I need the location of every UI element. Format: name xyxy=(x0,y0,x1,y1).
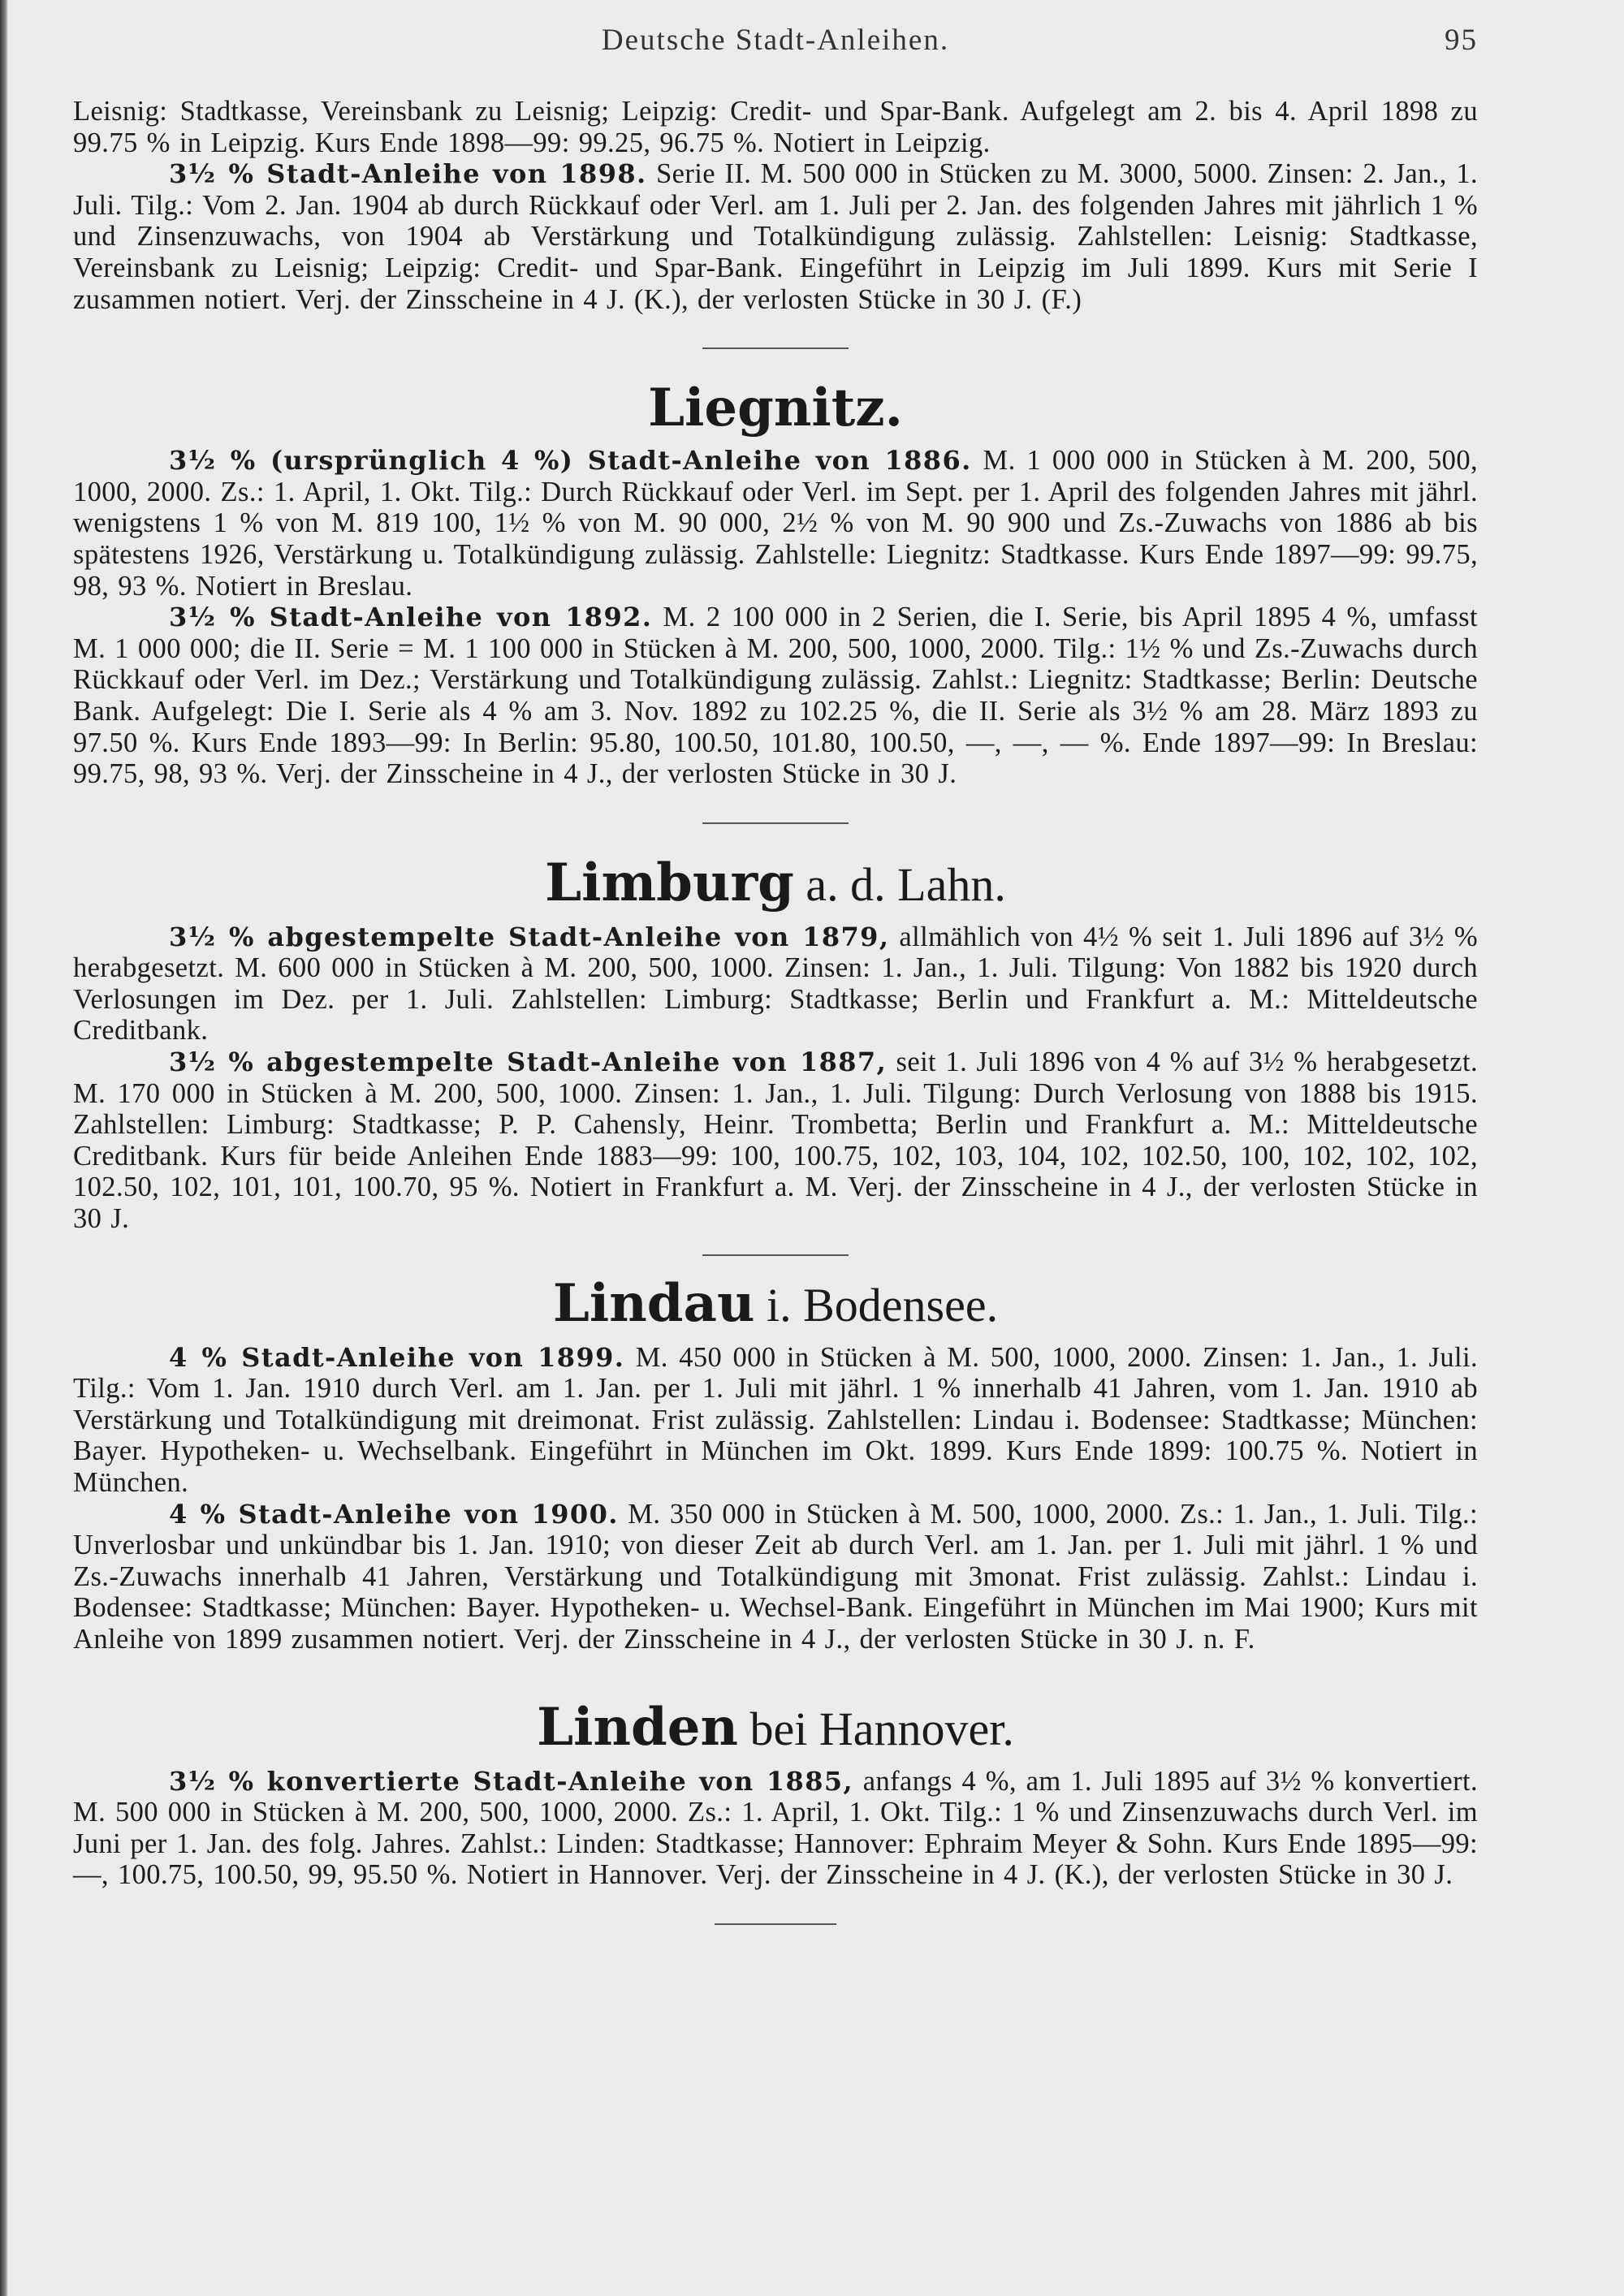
city-heading-linden xyxy=(73,1691,1478,1766)
city-suffix: i. Bodensee. xyxy=(754,1278,999,1331)
city-suffix: a. d. Lahn. xyxy=(793,857,1006,911)
entry-heading: 3½ % Stadt-Anleihe von 1898. xyxy=(169,158,647,190)
limburg-entry-1879 xyxy=(73,921,1478,1047)
entry-heading: 4 % Stadt-Anleihe von 1899. xyxy=(169,1341,625,1373)
section-divider xyxy=(702,822,849,824)
city-name: Limburg xyxy=(545,852,794,913)
section-linden xyxy=(73,1691,1478,1891)
entry-heading: 3½ % Stadt-Anleihe von 1892. xyxy=(169,602,653,633)
entry-text: M. 450 000 in Stücken à M. 500, 1000, 2000. Zinsen: 1. Jan., 1. Juli. Tilg.: Vom 1. Jan. 1910 durch Verl. am 1. Jan. per 1. Juli mit jährl. 1 % innerhalb 41 Jahren, vom 1. Jan. 1910 ab Verstärkung und Totalkündigung mit dreimonat. Frist zulässig. Zahlstellen: Lindau i. Bodensee: Stadtkasse; München: Bayer. Hypotheken- u. Wechselbank. Eingeführt in München im Okt. 1899. Kurs Ende 1899: 100.75 %. Notiert in München. xyxy=(73,1341,1478,1498)
entry-heading: 3½ % abgestempelte Stadt-Anleihe von 1879, xyxy=(169,921,890,952)
leisnig-continuation-text: Leisnig: Stadtkasse, Vereinsbank zu Leisnig; Leipzig: Credit- und Spar-Bank. Aufgelegt am 2. bis 4. April 1898 zu 99.75 % in Leipzig. Kurs Ende 1898—99: 99.25, 96.75 %. Notiert in Leipzig. xyxy=(73,96,1478,158)
city-name: Lindau xyxy=(552,1272,755,1334)
entry-text: M. 1 000 000 in Stücken à M. 200, 500, 1000, 2000. Zs.: 1. April, 1. Okt. Tilg.: Durch Rückkauf oder Verl. im Sept. per 1. April des folgenden Jahres mit jährl. wenigstens 1 % von M. 819 100, 1½ % von M. 90 000, 2½ % von M. 90 900 und Zs.-Zuwachs von 1886 ab bis spätestens 1926, Verstärkung u. Totalkündigung zulässig. Zahlstelle: Liegnitz: Stadtkasse. Kurs Ende 1897—99: 99.75, 98, 93 %. Notiert in Breslau. xyxy=(73,445,1478,602)
entry-heading: 3½ % abgestempelte Stadt-Anleihe von 1887, xyxy=(169,1047,888,1078)
spacer xyxy=(73,1655,1478,1691)
city-name: Linden xyxy=(537,1696,738,1758)
city-suffix: bei Hannover. xyxy=(738,1702,1014,1755)
entry-text: M. 2 100 000 in 2 Serien, die I. Serie, bis April 1895 4 %, umfasst M. 1 000 000; die II. Serie = M. 1 100 000 in Stücken à M. 200, 500, 1000, 2000. Tilg.: 1½ % und Zs.-Zuwachs durch Rückkauf oder Verl. im Dez.; Verstärkung und Totalkündigung zulässig. Zahlst.: Liegnitz: Stadtkasse; Berlin: Deutsche Bank. Aufgelegt: Die I. Serie als 4 % am 3. Nov. 1892 zu 102.25 %, die II. Serie als 3½ % am 28. März 1893 zu 97.50 %. Kurs Ende 1893—99: In Berlin: 95.80, 100.50, 101.80, 100.50, —, —, — %. Ende 1897—99: In Breslau: 99.75, 98, 93 %. Verj. der Zinsscheine in 4 J., der verlosten Stücke in 30 J. xyxy=(73,602,1478,790)
entry-text: Serie II. M. 500 000 in Stücken zu M. 3000, 5000. Zinsen: 2. Jan., 1. Juli. Tilg.: Vom 2. Jan. 1904 ab durch Rückkauf oder Verl. am 1. Juli per 2. Jan. des folgenden Jahres mit jährlich 1 % und Zinsenzuwachs, von 1904 ab Verstärkung und Totalkündigung zulässig. Zahlstellen: Leisnig: Stadtkasse, Vereinsbank zu Leisnig; Leipzig: Credit- und Spar-Bank. Eingeführt in Leipzig im Juli 1899. Kurs mit Serie I zusammen notiert. Verj. der Zinsscheine in 4 J. (K.), der verlosten Stücke in 30 J. (F.) xyxy=(73,158,1479,315)
book-page xyxy=(73,23,1478,1925)
page-number: 95 xyxy=(1445,24,1478,57)
section-limburg xyxy=(73,847,1478,1235)
section-divider xyxy=(702,347,849,349)
entry-text: allmählich von 4½ % seit 1. Juli 1896 auf 3½ % herabgesetzt. M. 600 000 in Stücken à M. 200, 500, 1000. Zinsen: 1. Jan., 1. Juli. Tilgung: Von 1882 bis 1920 durch Verlosungen im Dez. per 1. Juli. Zahlstellen: Limburg: Stadtkasse; Berlin und Frankfurt a. M.: Mitteldeutsche Creditbank. xyxy=(73,921,1478,1047)
city-heading-lindau xyxy=(73,1267,1478,1342)
liegnitz-entry-1892 xyxy=(73,602,1478,790)
entry-heading: 4 % Stadt-Anleihe von 1900. xyxy=(169,1498,619,1530)
limburg-entry-1887 xyxy=(73,1047,1478,1235)
entry-text: M. 350 000 in Stücken à M. 500, 1000, 2000. Zs.: 1. Jan., 1. Juli. Tilg.: Unverlosbar und unkündbar bis 1. Jan. 1910; von dieser Zeit ab durch Verl. am 1. Jan. per 1. Juli mit jährl. 1 % und Zs.-Zuwachs innerhalb 41 Jahren, Verstärkung und Totalkündigung mit 3monat. Frist zulässig. Zahlst.: Lindau i. Bodensee: Stadtkasse; München: Bayer. Hypotheken- u. Wechsel-Bank. Eingeführt in München im Mai 1900; Kurs mit Anleihe von 1899 zusammen notiert. Verj. der Zinsscheine in 4 J., der verlosten Stücke in 30 J. n. F. xyxy=(73,1498,1478,1655)
lindau-entry-1899 xyxy=(73,1342,1478,1499)
city-heading-liegnitz: Liegnitz. xyxy=(648,378,903,439)
section-lindau xyxy=(73,1267,1478,1655)
page-binding-edge xyxy=(0,0,8,2296)
section-liegnitz xyxy=(73,372,1478,790)
leisnig-continuation xyxy=(73,96,1478,315)
leisnig-entry-1898 xyxy=(73,158,1478,315)
entry-heading: 3½ % konvertierte Stadt-Anleihe von 1885, xyxy=(169,1765,854,1797)
entry-heading: 3½ % (ursprünglich 4 %) Stadt-Anleihe von 1886. xyxy=(169,445,972,477)
entry-text: seit 1. Juli 1896 von 4 % auf 3½ % herabgesetzt. M. 170 000 in Stücken à M. 200, 500, 1000. Zinsen: 1. Jan., 1. Juli. Tilgung: Durch Verlosung von 1888 bis 1915. Zahlstellen: Limburg: Stadtkasse; P. P. Cahensly, Heinr. Trombetta; Berlin und Frankfurt a. M.: Mitteldeutsche Creditbank. Kurs für beide Anleihen Ende 1883—99: 100, 100.75, 102, 103, 104, 102, 102.50, 100, 102, 102, 102, 102.50, 102, 101, 101, 100.70, 95 %. Notiert in Frankfurt a. M. Verj. der Zinsscheine in 4 J., der verlosten Stücke in 30 J. xyxy=(73,1047,1478,1235)
liegnitz-entry-1886 xyxy=(73,445,1478,602)
linden-entry-1885 xyxy=(73,1766,1478,1891)
running-head xyxy=(73,23,1478,65)
entry-text: anfangs 4 %, am 1. Juli 1895 auf 3½ % konvertiert. M. 500 000 in Stücken à M. 200, 500, 1000, 2000. Zs.: 1. April, 1. Okt. Tilg.: 1 % und Zinsenzuwachs durch Verl. im Juni per 1. Jan. des folg. Jahres. Zahlst.: Linden: Stadtkasse; Hannover: Ephraim Meyer & Sohn. Kurs Ende 1895—99: —, 100.75, 100.50, 99, 95.50 %. Notiert in Hannover. Verj. der Zinsscheine in 4 J. (K.), der verlosten Stücke in 30 J. xyxy=(73,1765,1478,1891)
section-divider xyxy=(702,1254,849,1256)
lindau-entry-1900 xyxy=(73,1499,1478,1655)
section-divider xyxy=(715,1923,836,1925)
city-heading-limburg xyxy=(73,847,1478,921)
running-title: Deutsche Stadt-Anleihen. xyxy=(601,24,950,57)
